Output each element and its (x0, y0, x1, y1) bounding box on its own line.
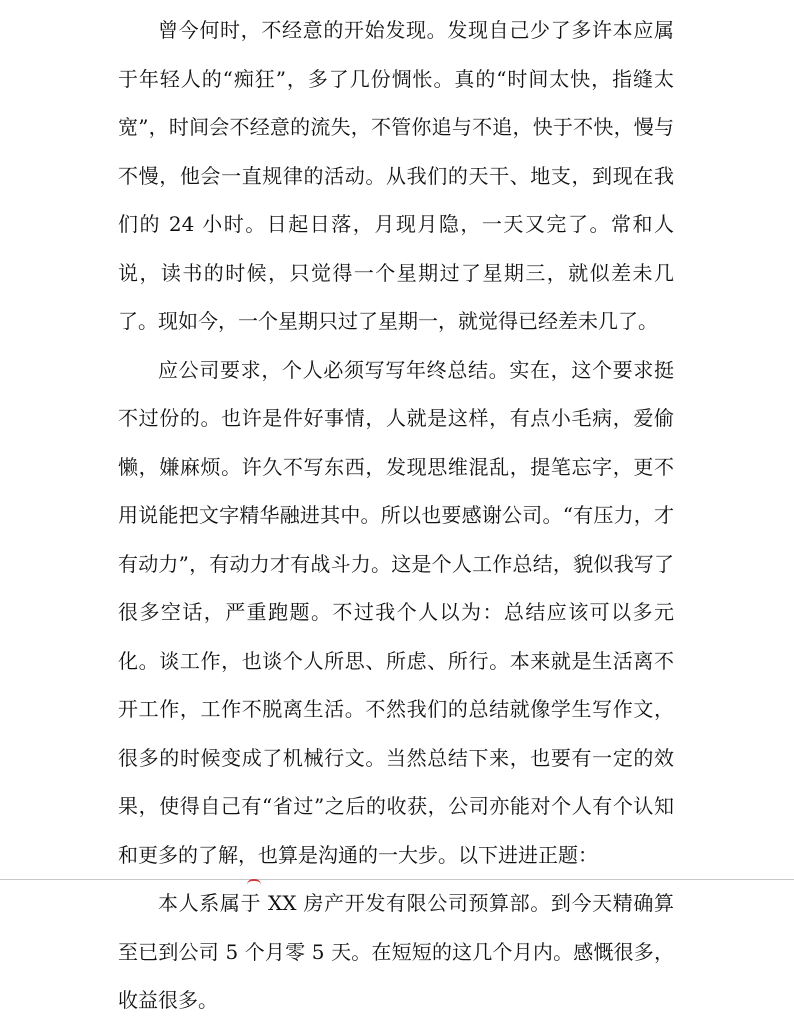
document-body (118, 6, 674, 1025)
red-mark-decoration (247, 879, 261, 885)
paragraph-time: 曾今何时，不经意的开始发现。发现自己少了多许本应属于年轻人的“痴狂”，多了几份惆怅。真的“时间太快，指缝太宽”，时间会不经意的流失，不管你追与不追，快于不快，慢与不慢，他会一直规律的活动。从我们的天干、地支，到现在我们的 24 小时。日起日落，月现月隐，一天又完了。常和人说，读书的时候，只觉得一个星期过了星期三，就似差未几了。现如今，一个星期只过了星期一，就觉得已经差未几了。 (118, 18, 674, 333)
paragraph-summary: 应公司要求，个人必须写写年终总结。实在，这个要求挺不过份的。也许是件好事情，人就是这样，有点小毛病，爱偷懒，嫌麻烦。许久不写东西，发现思维混乱，提笔忘字，更不用说能把文字精华融进其中。所以也要感谢公司。“有压力，才有动力”，有动力才有战斗力。这是个人工作总结，貌似我写了很多空话，严重跑题。不过我个人以为：总结应该可以多元化。谈工作，也谈个人所思、所虑、所行。本来就是生活离不开工作，工作不脱离生活。不然我们的总结就像学生写作文，很多的时候变成了机械行文。当然总结下来，也要有一定的效果，使得自己有“省过”之后的收获，公司亦能对个人有个认知和更多的了解，也算是沟通的一大步。以下进进正题： (118, 357, 674, 867)
paragraph-introduction: 本人系属于 XX 房产开发有限公司预算部。到今天精确算至已到公司 5 个月零 5 天。在短短的这几个月内。感慨很多，收益很多。 (118, 891, 674, 1012)
page-bottom-border (0, 879, 794, 880)
